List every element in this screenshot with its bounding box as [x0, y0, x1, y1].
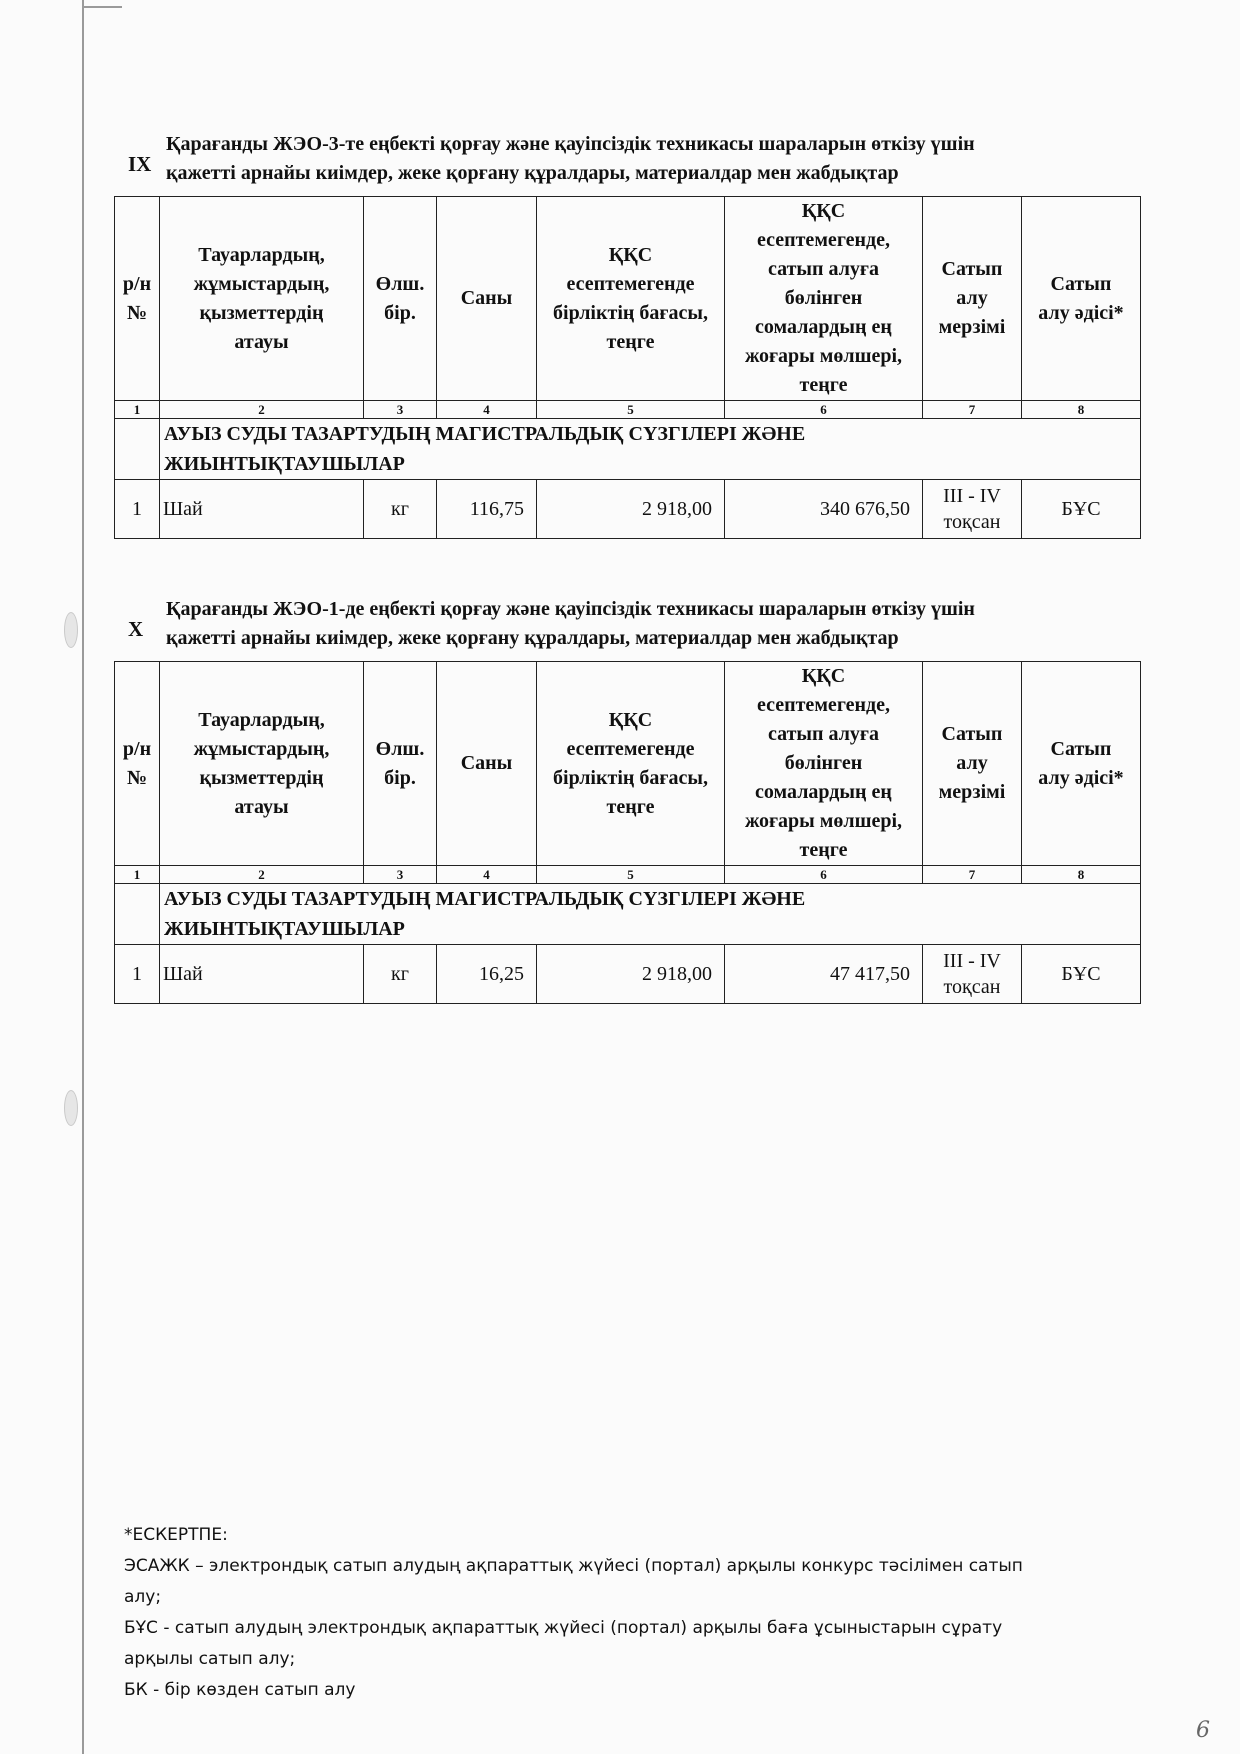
header-amount: ҚҚС есептемегенде, сатып алуға бөлінген сомалардың ең жоғары мөлшері, теңге [725, 662, 923, 866]
header-qty: Саны [437, 662, 537, 866]
notes-line: ЭСАЖК – электрондық сатып алудың ақпараттық жүйесі (портал) арқылы конкурс тәсілімен сатып [124, 1556, 1023, 1576]
row-qty: 116,75 [437, 480, 537, 539]
row-term: III - IV тоқсан [923, 480, 1022, 539]
page-top-edge [82, 6, 122, 8]
notes-line: алу; [124, 1587, 162, 1607]
header-price: ҚҚС есептемегенде бірліктің бағасы, теңге [537, 662, 725, 866]
row-no: 1 [115, 945, 160, 1004]
header-unit: Өлш. бір. [364, 197, 437, 401]
row-name: Шай [160, 480, 364, 539]
table-row [115, 945, 1141, 1004]
header-price: ҚҚС есептемегенде бірліктің бағасы, теңге [537, 197, 725, 401]
row-price: 2 918,00 [537, 945, 725, 1004]
row-term: III - IV тоқсан [923, 945, 1022, 1004]
header-method: Сатып алу әдісі* [1022, 662, 1141, 866]
row-unit: кг [364, 480, 437, 539]
procurement-table [114, 196, 1141, 539]
section-number: X [128, 617, 144, 641]
section-header [114, 595, 1140, 655]
header-no: р/н № [115, 662, 160, 866]
section-x [114, 595, 1140, 1004]
row-price: 2 918,00 [537, 480, 725, 539]
header-qty: Саны [437, 197, 537, 401]
row-name: Шай [160, 945, 364, 1004]
row-amount: 47 417,50 [725, 945, 923, 1004]
column-number-row: 1 2 3 4 5 6 7 8 [115, 866, 1141, 884]
header-term: Сатып алу мерзімі [923, 662, 1022, 866]
section-ix [114, 130, 1140, 539]
table-row [115, 480, 1141, 539]
section-title: Қарағанды ЖЭО-1-де еңбекті қорғау және қауіпсіздік техникасы шараларын өткізу үшін қажетті арнайы киімдер, жеке қорғану құралдары, материалдар мен жабдықтар [166, 598, 975, 649]
header-name: Тауарлардың, жұмыстардың, қызметтердің атауы [160, 662, 364, 866]
page-left-edge [82, 0, 84, 1754]
header-term: Сатып алу мерзімі [923, 197, 1022, 401]
notes-heading: *ЕСКЕРТПЕ: [124, 1525, 228, 1545]
row-method: БҰС [1022, 945, 1141, 1004]
header-no: р/н № [115, 197, 160, 401]
group-title: АУЫЗ СУДЫ ТАЗАРТУДЫҢ МАГИСТРАЛЬДЫҚ СҮЗГІЛЕРІ ЖӘНЕ ЖИЫНТЫҚТАУШЫЛАР [160, 419, 1141, 480]
notes-line: БҰС - сатып алудың электрондық ақпараттық жүйесі (портал) арқылы баға ұсыныстарын сұрату [124, 1618, 1003, 1638]
punch-hole-upper [64, 612, 78, 648]
header-unit: Өлш. бір. [364, 662, 437, 866]
notes-line: арқылы сатып алу; [124, 1649, 296, 1669]
header-row [115, 197, 1141, 401]
row-unit: кг [364, 945, 437, 1004]
procurement-table [114, 661, 1141, 1004]
notes-line: БК - бір көзден сатып алу [124, 1680, 356, 1700]
row-no: 1 [115, 480, 160, 539]
page-number: 6 [1196, 1718, 1210, 1743]
header-name: Тауарлардың, жұмыстардың, қызметтердің атауы [160, 197, 364, 401]
header-row [115, 662, 1141, 866]
section-number: IX [128, 152, 152, 176]
section-header [114, 130, 1140, 190]
section-title: Қарағанды ЖЭО-3-те еңбекті қорғау және қауіпсіздік техникасы шараларын өткізу үшін қажетті арнайы киімдер, жеке қорғану құралдары, материалдар мен жабдықтар [166, 133, 975, 184]
column-number-row: 1 2 3 4 5 6 7 8 [115, 401, 1141, 419]
group-row [115, 884, 1141, 945]
notes-block [124, 1520, 1124, 1706]
header-amount: ҚҚС есептемегенде, сатып алуға бөлінген сомалардың ең жоғары мөлшері, теңге [725, 197, 923, 401]
header-method: Сатып алу әдісі* [1022, 197, 1141, 401]
group-row [115, 419, 1141, 480]
punch-hole-lower [64, 1090, 78, 1126]
row-qty: 16,25 [437, 945, 537, 1004]
row-amount: 340 676,50 [725, 480, 923, 539]
group-title: АУЫЗ СУДЫ ТАЗАРТУДЫҢ МАГИСТРАЛЬДЫҚ СҮЗГІЛЕРІ ЖӘНЕ ЖИЫНТЫҚТАУШЫЛАР [160, 884, 1141, 945]
row-method: БҰС [1022, 480, 1141, 539]
